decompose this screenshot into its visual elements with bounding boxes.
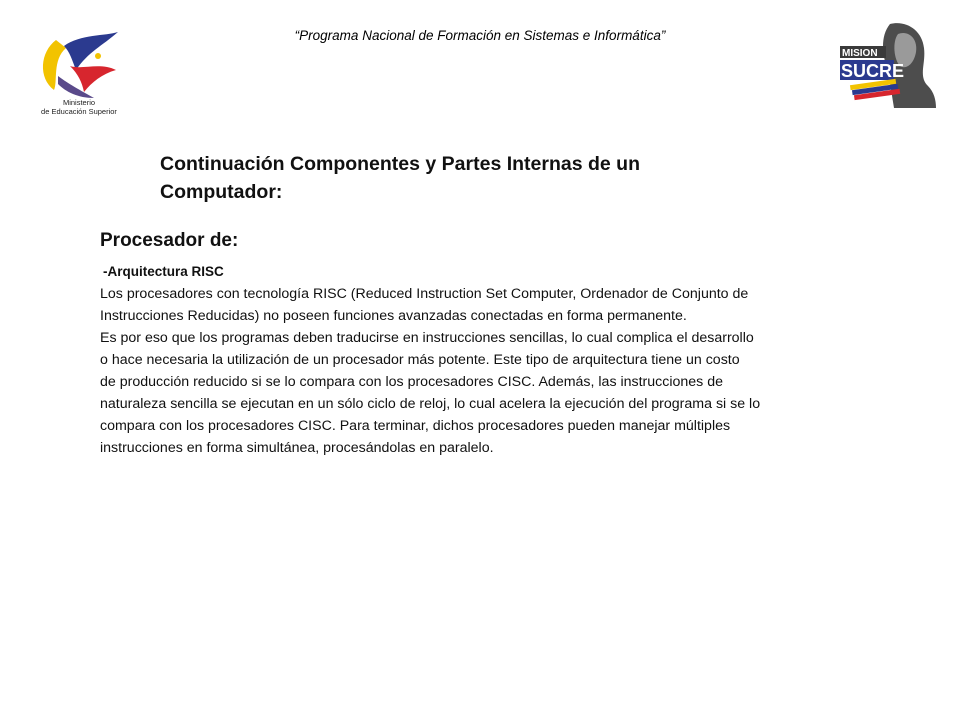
architecture-label: -Arquitectura RISC: [103, 264, 224, 279]
ministerio-caption: Ministerio de Educación Superior: [41, 98, 117, 116]
logo-red-swoosh: [70, 66, 116, 92]
logo-yellow-dot: [95, 53, 101, 59]
paragraph-line: instrucciones en forma simultánea, procesándolas en paralelo.: [100, 440, 494, 456]
paragraph-line: Es por eso que los programas deben traducirse en instrucciones sencillas, lo cual complica el desarrollo: [100, 330, 754, 346]
paragraph-line: de producción reducido si se lo compara con los procesadores CISC. Además, las instrucciones de: [100, 374, 723, 390]
section-subtitle: Procesador de:: [100, 230, 239, 251]
program-title: “Programa Nacional de Formación en Sistemas e Informática”: [294, 28, 666, 43]
paragraph-line: o hace necesaria la utilización de un procesador más potente. Este tipo de arquitectura tiene un costo: [100, 352, 740, 368]
paragraph-line: compara con los procesadores CISC. Para terminar, dichos procesadores pueden manejar múltiples: [100, 418, 731, 434]
paragraph-line: Instrucciones Reducidas) no poseen funciones avanzadas conectadas en forma permanente.: [100, 308, 687, 324]
body-text: [100, 261, 900, 459]
paragraph-line: Los procesadores con tecnología RISC (Reduced Instruction Set Computer, Ordenador de Conjunto de: [100, 286, 749, 302]
logo-blue-swoosh: [64, 32, 118, 70]
slide-title: Continuación Componentes y Partes Internas de un Computador:: [160, 153, 640, 203]
paragraph-line: naturaleza sencilla se ejecutan en un sólo ciclo de reloj, lo cual acelera la ejecución del programa si se lo: [100, 396, 761, 412]
logo-sucre-text: SUCRE: [841, 61, 905, 81]
mision-sucre-logo: [838, 20, 938, 112]
logo-mision-text: MISION: [842, 48, 878, 59]
